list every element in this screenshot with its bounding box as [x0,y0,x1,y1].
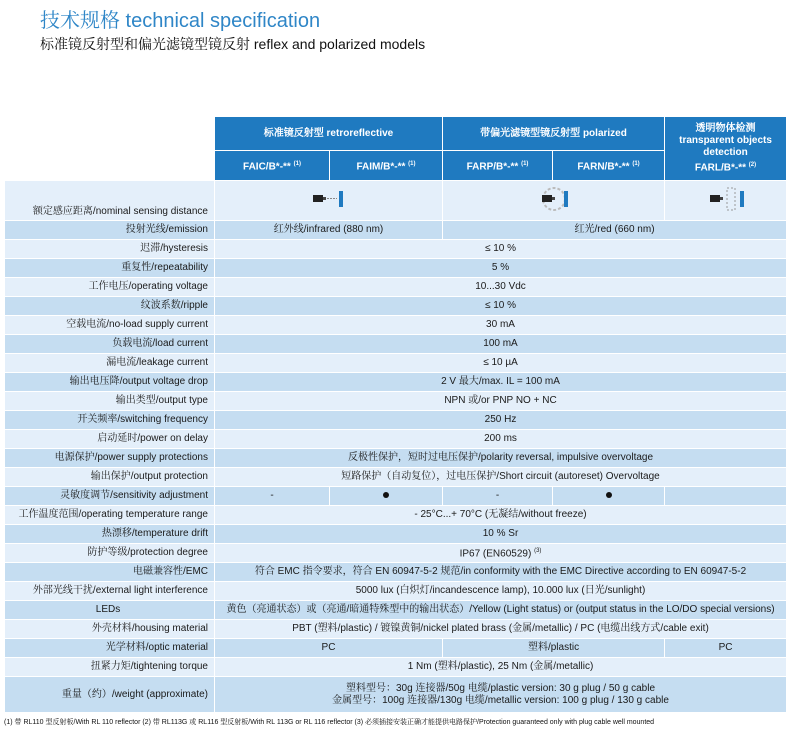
page-subtitle: 标准镜反射型和偏光滤镜型镜反射 reflex and polarized models [40,36,426,52]
row-label-sensing-distance: 额定感应距离/nominal sensing distance [5,181,215,221]
group-polarized: 带偏光滤镜型镜反射型 polarized [443,117,665,151]
row-label-output-type: 输出类型/output type [5,392,215,411]
header-blank [5,117,215,151]
row-label-switching-frequency: 开关频率/switching frequency [5,411,215,430]
row-label-temperature-drift: 热漂移/temperature drift [5,525,215,544]
row-label-hysteresis: 迟滞/hysteresis [5,240,215,259]
bullet-icon [383,492,389,498]
row-label-operating-temperature: 工作温度范围/operating temperature range [5,506,215,525]
row-label-sensitivity-adjustment: 灵敏度调节/sensitivity adjustment [5,487,215,506]
row-label-external-light: 外部光线干扰/external light interference [5,582,215,601]
value-output-voltage-drop: 2 V 最大/max. IL = 100 mA [215,373,787,392]
row-label-power-on-delay: 启动延时/power on delay [5,430,215,449]
value-operating-temperature: - 25°C...+ 70°C (无凝结/without freeze) [215,506,787,525]
value-sensitivity-farp: - [443,487,553,506]
row-label-power-supply-protections: 电源保护/power supply protections [5,449,215,468]
value-emission-red: 红光/red (660 nm) [443,221,787,240]
row-label-output-protection: 输出保护/output protection [5,468,215,487]
value-protection-degree-cell [215,544,787,563]
model-farp: FARP/B*-** [466,161,519,173]
value-power-supply-protections: 反极性保护，短时过电压保护/polarity reversal, impulsive overvoltage [215,449,787,468]
model-farp-note: (1) [521,160,529,167]
model-faim-note: (1) [408,160,416,167]
transparent-sensor-icon [696,186,756,212]
row-label-weight: 重量（约）/weight (approximate) [5,677,215,713]
value-emission-infrared: 红外线/infrared (880 nm) [215,221,443,240]
row-label-leakage-current: 漏电流/leakage current [5,354,215,373]
header-blank-2 [5,151,215,181]
value-sensitivity-farn [553,487,665,506]
model-faic-cell [215,151,330,181]
row-label-no-load-current: 空载电流/no-load supply current [5,316,215,335]
value-leakage-current: ≤ 10 µA [215,354,787,373]
value-switching-frequency: 250 Hz [215,411,787,430]
row-label-housing-material: 外壳材料/housing material [5,620,215,639]
value-optic-transparent: PC [665,639,787,658]
value-optic-polarized: 塑料/plastic [443,639,665,658]
value-emc: 符合 EMC 指令要求，符合 EN 60947-5-2 规范/in conformity with the EMC Directive according to EN 60947-5-2 [215,563,787,582]
polarized-sensor-diagram [443,181,665,221]
page-title: 技术规格 technical specification [40,10,321,32]
row-label-ripple: 纹波系数/ripple [5,297,215,316]
group-transparent-label: 透明物体检测 transparent objects detection [679,122,772,158]
row-label-operating-voltage: 工作电压/operating voltage [5,278,215,297]
model-farn: FARN/B*-** [577,161,630,173]
protection-degree-note: (3) [534,548,542,555]
model-faim: FAIM/B*-** [356,161,406,173]
value-sensitivity-faim [330,487,443,506]
value-weight-plastic: 塑料型号：30g 连接器/50g 电缆/plastic version: 30 g plug / 50 g cable [345,682,656,694]
retroreflective-sensor-icon [299,186,359,212]
value-output-protection: 短路保护（自动复位），过电压保护/Short circuit (autoreset) Overvoltage [215,468,787,487]
model-farl-note: (2) [748,161,757,168]
row-label-output-voltage-drop: 输出电压降/output voltage drop [5,373,215,392]
value-no-load-current: 30 mA [215,316,787,335]
value-weight [215,677,787,713]
value-leds: 黄色（亮通状态）或（亮通/暗通特殊型中的输出状态）/Yellow (Light status) or (output status in the LO/DO special versions) [215,601,787,620]
model-faim-cell [330,151,443,181]
row-label-protection-degree: 防护等级/protection degree [5,544,215,563]
row-label-repeatability: 重复性/repeatability [5,259,215,278]
value-output-type: NPN 或/or PNP NO + NC [215,392,787,411]
row-label-emc: 电磁兼容性/EMC [5,563,215,582]
bullet-icon [606,492,612,498]
value-protection-degree: IP67 (EN60529) [459,548,532,560]
value-housing-material: PBT (塑料/plastic) / 镀镍黄铜/nickel plated brass (金属/metallic) / PC (电缆出线方式/cable exit) [215,620,787,639]
value-tightening-torque: 1 Nm (塑料/plastic), 25 Nm (金属/metallic) [215,658,787,677]
value-repeatability: 5 % [215,259,787,278]
footnotes: (1) 带 RL110 型反射板/With RL 110 reflector (2) 带 RL113G 或 RL116 型反射板/With RL 113G or RL 116 reflector (3) 必须插接安装正确才能提供电路保护/Protection guaranteed only with plug cable well mounted [4,719,655,726]
polarized-sensor-icon [524,186,584,212]
value-sensitivity-faic: - [215,487,330,506]
model-farl: FARL/B*-** [694,162,747,174]
row-label-tightening-torque: 扭紧力矩/tightening torque [5,658,215,677]
value-load-current: 100 mA [215,335,787,354]
model-farp-cell [443,151,553,181]
group-retroreflective: 标准镜反射型 retroreflective [215,117,443,151]
row-label-leds: LEDs [5,601,215,620]
value-sensitivity-farl [665,487,787,506]
value-power-on-delay: 200 ms [215,430,787,449]
model-faic-note: (1) [293,160,301,167]
model-faic: FAIC/B*-** [243,161,291,173]
value-ripple: ≤ 10 % [215,297,787,316]
transparent-sensor-diagram [665,181,787,221]
value-operating-voltage: 10...30 Vdc [215,278,787,297]
row-label-optic-material: 光学材料/optic material [5,639,215,658]
value-temperature-drift: 10 % Sr [215,525,787,544]
model-farn-cell [553,151,665,181]
value-weight-metallic: 金属型号：100g 连接器/130g 电缆/metallic version: 100 g plug / 130 g cable [332,694,669,706]
row-label-load-current: 负载电流/load current [5,335,215,354]
model-farn-note: (1) [632,160,640,167]
group-transparent [665,117,787,181]
spec-table [4,116,787,713]
retro-sensor-diagram [215,181,443,221]
value-optic-retro: PC [215,639,443,658]
value-hysteresis: ≤ 10 % [215,240,787,259]
value-external-light: 5000 lux (白炽灯/incandescence lamp), 10.000 lux (日光/sunlight) [215,582,787,601]
row-label-emission: 投射光线/emission [5,221,215,240]
